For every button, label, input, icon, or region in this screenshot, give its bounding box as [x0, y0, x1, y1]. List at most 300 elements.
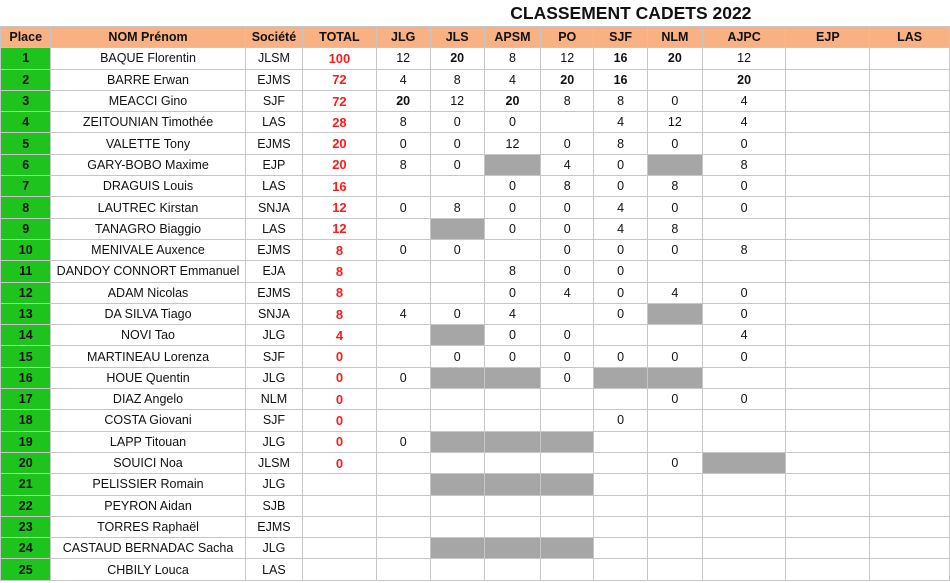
total-cell[interactable]: 12: [303, 197, 376, 218]
score-cell-ejp[interactable]: [786, 452, 870, 473]
club-cell[interactable]: EJP: [245, 154, 303, 175]
score-cell-nlm[interactable]: [648, 495, 703, 516]
score-cell-jls[interactable]: 0: [430, 303, 484, 324]
score-cell-ajpc[interactable]: 0: [702, 282, 786, 303]
score-cell-po[interactable]: [541, 474, 594, 495]
score-cell-nlm[interactable]: 20: [648, 48, 703, 69]
score-cell-ejp[interactable]: [786, 346, 870, 367]
score-cell-jlg[interactable]: [376, 452, 430, 473]
score-cell-jlg[interactable]: [376, 516, 430, 537]
score-cell-po[interactable]: [541, 431, 594, 452]
total-cell[interactable]: 8: [303, 239, 376, 260]
name-cell[interactable]: PELISSIER Romain: [51, 474, 245, 495]
score-cell-ajpc[interactable]: [702, 261, 786, 282]
score-cell-las[interactable]: [870, 452, 950, 473]
total-cell[interactable]: 100: [303, 48, 376, 69]
header-sjf[interactable]: SJF: [594, 27, 648, 48]
score-cell-po[interactable]: 12: [541, 48, 594, 69]
score-cell-las[interactable]: [870, 303, 950, 324]
club-cell[interactable]: JLSM: [245, 452, 303, 473]
name-cell[interactable]: PEYRON Aidan: [51, 495, 245, 516]
score-cell-nlm[interactable]: 0: [648, 346, 703, 367]
score-cell-sjf[interactable]: 4: [594, 197, 648, 218]
name-cell[interactable]: MEACCI Gino: [51, 90, 245, 111]
score-cell-jlg[interactable]: 12: [376, 48, 430, 69]
score-cell-jlg[interactable]: 0: [376, 367, 430, 388]
score-cell-las[interactable]: [870, 410, 950, 431]
score-cell-jlg[interactable]: [376, 538, 430, 559]
place-cell[interactable]: 2: [1, 69, 51, 90]
score-cell-po[interactable]: 0: [541, 346, 594, 367]
score-cell-jls[interactable]: [430, 176, 484, 197]
score-cell-jls[interactable]: [430, 452, 484, 473]
score-cell-po[interactable]: 0: [541, 133, 594, 154]
place-cell[interactable]: 18: [1, 410, 51, 431]
score-cell-jlg[interactable]: 4: [376, 303, 430, 324]
club-cell[interactable]: LAS: [245, 112, 303, 133]
club-cell[interactable]: EJMS: [245, 516, 303, 537]
score-cell-sjf[interactable]: [594, 538, 648, 559]
score-cell-apsm[interactable]: 0: [484, 176, 541, 197]
club-cell[interactable]: SNJA: [245, 197, 303, 218]
score-cell-jls[interactable]: 0: [430, 112, 484, 133]
score-cell-nlm[interactable]: [648, 474, 703, 495]
score-cell-jlg[interactable]: 0: [376, 239, 430, 260]
name-cell[interactable]: COSTA Giovani: [51, 410, 245, 431]
club-cell[interactable]: EJA: [245, 261, 303, 282]
score-cell-nlm[interactable]: [648, 303, 703, 324]
score-cell-nlm[interactable]: 0: [648, 90, 703, 111]
score-cell-jls[interactable]: 12: [430, 90, 484, 111]
score-cell-ejp[interactable]: [786, 431, 870, 452]
score-cell-las[interactable]: [870, 389, 950, 410]
score-cell-sjf[interactable]: [594, 516, 648, 537]
score-cell-jlg[interactable]: 0: [376, 431, 430, 452]
score-cell-sjf[interactable]: 8: [594, 133, 648, 154]
score-cell-ajpc[interactable]: 0: [702, 197, 786, 218]
score-cell-jls[interactable]: [430, 474, 484, 495]
score-cell-po[interactable]: [541, 389, 594, 410]
score-cell-ajpc[interactable]: 4: [702, 112, 786, 133]
club-cell[interactable]: NLM: [245, 389, 303, 410]
score-cell-apsm[interactable]: [484, 367, 541, 388]
header-club[interactable]: Société: [245, 27, 303, 48]
score-cell-apsm[interactable]: [484, 452, 541, 473]
score-cell-jls[interactable]: [430, 367, 484, 388]
score-cell-ejp[interactable]: [786, 154, 870, 175]
score-cell-ajpc[interactable]: [702, 559, 786, 580]
score-cell-po[interactable]: [541, 559, 594, 580]
score-cell-sjf[interactable]: [594, 325, 648, 346]
place-cell[interactable]: 17: [1, 389, 51, 410]
score-cell-po[interactable]: 0: [541, 261, 594, 282]
score-cell-jls[interactable]: [430, 325, 484, 346]
score-cell-las[interactable]: [870, 325, 950, 346]
score-cell-las[interactable]: [870, 112, 950, 133]
score-cell-jlg[interactable]: [376, 410, 430, 431]
score-cell-sjf[interactable]: 16: [594, 48, 648, 69]
score-cell-sjf[interactable]: [594, 431, 648, 452]
total-cell[interactable]: 8: [303, 303, 376, 324]
place-cell[interactable]: 16: [1, 367, 51, 388]
score-cell-ajpc[interactable]: [702, 495, 786, 516]
place-cell[interactable]: 11: [1, 261, 51, 282]
score-cell-apsm[interactable]: [484, 389, 541, 410]
score-cell-nlm[interactable]: [648, 325, 703, 346]
score-cell-las[interactable]: [870, 538, 950, 559]
total-cell[interactable]: 8: [303, 261, 376, 282]
score-cell-jls[interactable]: [430, 282, 484, 303]
score-cell-sjf[interactable]: [594, 367, 648, 388]
score-cell-ajpc[interactable]: 20: [702, 69, 786, 90]
score-cell-jls[interactable]: [430, 410, 484, 431]
score-cell-ajpc[interactable]: 12: [702, 48, 786, 69]
score-cell-jlg[interactable]: [376, 495, 430, 516]
score-cell-jls[interactable]: 20: [430, 48, 484, 69]
score-cell-sjf[interactable]: 16: [594, 69, 648, 90]
name-cell[interactable]: TANAGRO Biaggio: [51, 218, 245, 239]
score-cell-po[interactable]: 0: [541, 325, 594, 346]
name-cell[interactable]: DRAGUIS Louis: [51, 176, 245, 197]
score-cell-ajpc[interactable]: 0: [702, 176, 786, 197]
score-cell-las[interactable]: [870, 154, 950, 175]
score-cell-ejp[interactable]: [786, 282, 870, 303]
score-cell-jls[interactable]: [430, 495, 484, 516]
header-name[interactable]: NOM Prénom: [51, 27, 245, 48]
score-cell-ajpc[interactable]: 0: [702, 303, 786, 324]
score-cell-apsm[interactable]: [484, 239, 541, 260]
score-cell-sjf[interactable]: 0: [594, 239, 648, 260]
score-cell-ajpc[interactable]: [702, 474, 786, 495]
club-cell[interactable]: LAS: [245, 559, 303, 580]
score-cell-ajpc[interactable]: [702, 452, 786, 473]
score-cell-apsm[interactable]: 20: [484, 90, 541, 111]
score-cell-jlg[interactable]: 20: [376, 90, 430, 111]
score-cell-jlg[interactable]: [376, 176, 430, 197]
score-cell-sjf[interactable]: 0: [594, 346, 648, 367]
total-cell[interactable]: 16: [303, 176, 376, 197]
score-cell-ejp[interactable]: [786, 516, 870, 537]
total-cell[interactable]: [303, 474, 376, 495]
score-cell-nlm[interactable]: 0: [648, 452, 703, 473]
place-cell[interactable]: 24: [1, 538, 51, 559]
place-cell[interactable]: 6: [1, 154, 51, 175]
name-cell[interactable]: BARRE Erwan: [51, 69, 245, 90]
place-cell[interactable]: 3: [1, 90, 51, 111]
club-cell[interactable]: JLG: [245, 538, 303, 559]
score-cell-jls[interactable]: [430, 538, 484, 559]
place-cell[interactable]: 15: [1, 346, 51, 367]
score-cell-apsm[interactable]: [484, 538, 541, 559]
club-cell[interactable]: LAS: [245, 218, 303, 239]
total-cell[interactable]: 0: [303, 389, 376, 410]
score-cell-las[interactable]: [870, 48, 950, 69]
score-cell-ajpc[interactable]: 0: [702, 346, 786, 367]
score-cell-sjf[interactable]: [594, 389, 648, 410]
score-cell-las[interactable]: [870, 90, 950, 111]
name-cell[interactable]: DA SILVA Tiago: [51, 303, 245, 324]
name-cell[interactable]: GARY-BOBO Maxime: [51, 154, 245, 175]
score-cell-jlg[interactable]: [376, 325, 430, 346]
name-cell[interactable]: ZEITOUNIAN Timothée: [51, 112, 245, 133]
score-cell-ajpc[interactable]: [702, 538, 786, 559]
score-cell-jlg[interactable]: 4: [376, 69, 430, 90]
score-cell-las[interactable]: [870, 239, 950, 260]
total-cell[interactable]: 0: [303, 346, 376, 367]
score-cell-las[interactable]: [870, 218, 950, 239]
name-cell[interactable]: ADAM Nicolas: [51, 282, 245, 303]
header-ejp[interactable]: EJP: [786, 27, 870, 48]
name-cell[interactable]: DIAZ Angelo: [51, 389, 245, 410]
score-cell-ajpc[interactable]: [702, 516, 786, 537]
score-cell-sjf[interactable]: [594, 452, 648, 473]
score-cell-las[interactable]: [870, 474, 950, 495]
name-cell[interactable]: MENIVALE Auxence: [51, 239, 245, 260]
total-cell[interactable]: 12: [303, 218, 376, 239]
score-cell-po[interactable]: [541, 303, 594, 324]
score-cell-jlg[interactable]: [376, 389, 430, 410]
score-cell-ejp[interactable]: [786, 389, 870, 410]
score-cell-sjf[interactable]: 0: [594, 410, 648, 431]
total-cell[interactable]: 20: [303, 154, 376, 175]
total-cell[interactable]: [303, 495, 376, 516]
place-cell[interactable]: 12: [1, 282, 51, 303]
score-cell-po[interactable]: 0: [541, 218, 594, 239]
score-cell-jls[interactable]: [430, 389, 484, 410]
score-cell-ajpc[interactable]: [702, 367, 786, 388]
club-cell[interactable]: JLG: [245, 431, 303, 452]
score-cell-nlm[interactable]: [648, 410, 703, 431]
score-cell-jls[interactable]: 0: [430, 239, 484, 260]
score-cell-ajpc[interactable]: 8: [702, 239, 786, 260]
score-cell-nlm[interactable]: 0: [648, 389, 703, 410]
score-cell-ejp[interactable]: [786, 410, 870, 431]
score-cell-apsm[interactable]: [484, 559, 541, 580]
score-cell-po[interactable]: [541, 516, 594, 537]
name-cell[interactable]: TORRES Raphaël: [51, 516, 245, 537]
total-cell[interactable]: 28: [303, 112, 376, 133]
club-cell[interactable]: JLG: [245, 474, 303, 495]
club-cell[interactable]: JLG: [245, 367, 303, 388]
score-cell-ejp[interactable]: [786, 367, 870, 388]
score-cell-po[interactable]: [541, 538, 594, 559]
score-cell-jlg[interactable]: 0: [376, 133, 430, 154]
score-cell-ejp[interactable]: [786, 197, 870, 218]
club-cell[interactable]: EJMS: [245, 239, 303, 260]
score-cell-nlm[interactable]: 0: [648, 197, 703, 218]
score-cell-ejp[interactable]: [786, 538, 870, 559]
score-cell-po[interactable]: [541, 112, 594, 133]
score-cell-jls[interactable]: 8: [430, 197, 484, 218]
header-jlg[interactable]: JLG: [376, 27, 430, 48]
score-cell-las[interactable]: [870, 282, 950, 303]
score-cell-las[interactable]: [870, 197, 950, 218]
name-cell[interactable]: DANDOY CONNORT Emmanuel: [51, 261, 245, 282]
score-cell-las[interactable]: [870, 261, 950, 282]
score-cell-nlm[interactable]: [648, 154, 703, 175]
total-cell[interactable]: 72: [303, 90, 376, 111]
header-las[interactable]: LAS: [870, 27, 950, 48]
total-cell[interactable]: 20: [303, 133, 376, 154]
score-cell-ajpc[interactable]: 0: [702, 133, 786, 154]
score-cell-nlm[interactable]: 8: [648, 218, 703, 239]
score-cell-jls[interactable]: [430, 431, 484, 452]
score-cell-apsm[interactable]: 0: [484, 325, 541, 346]
club-cell[interactable]: JLSM: [245, 48, 303, 69]
place-cell[interactable]: 8: [1, 197, 51, 218]
score-cell-jlg[interactable]: [376, 559, 430, 580]
score-cell-jls[interactable]: [430, 516, 484, 537]
header-total[interactable]: TOTAL: [303, 27, 376, 48]
name-cell[interactable]: MARTINEAU Lorenza: [51, 346, 245, 367]
score-cell-apsm[interactable]: 0: [484, 346, 541, 367]
header-jls[interactable]: JLS: [430, 27, 484, 48]
place-cell[interactable]: 14: [1, 325, 51, 346]
score-cell-apsm[interactable]: 4: [484, 303, 541, 324]
score-cell-nlm[interactable]: [648, 431, 703, 452]
total-cell[interactable]: 0: [303, 367, 376, 388]
score-cell-po[interactable]: 0: [541, 239, 594, 260]
score-cell-nlm[interactable]: 12: [648, 112, 703, 133]
name-cell[interactable]: LAPP Titouan: [51, 431, 245, 452]
place-cell[interactable]: 13: [1, 303, 51, 324]
total-cell[interactable]: [303, 538, 376, 559]
score-cell-sjf[interactable]: [594, 495, 648, 516]
score-cell-jls[interactable]: 0: [430, 154, 484, 175]
score-cell-apsm[interactable]: 12: [484, 133, 541, 154]
score-cell-sjf[interactable]: 0: [594, 261, 648, 282]
score-cell-ajpc[interactable]: [702, 431, 786, 452]
score-cell-sjf[interactable]: 4: [594, 218, 648, 239]
name-cell[interactable]: VALETTE Tony: [51, 133, 245, 154]
score-cell-sjf[interactable]: [594, 474, 648, 495]
score-cell-jlg[interactable]: [376, 346, 430, 367]
header-nlm[interactable]: NLM: [648, 27, 703, 48]
club-cell[interactable]: SJB: [245, 495, 303, 516]
name-cell[interactable]: CASTAUD BERNADAC Sacha: [51, 538, 245, 559]
score-cell-nlm[interactable]: 8: [648, 176, 703, 197]
place-cell[interactable]: 9: [1, 218, 51, 239]
name-cell[interactable]: HOUE Quentin: [51, 367, 245, 388]
header-place[interactable]: Place: [1, 27, 51, 48]
name-cell[interactable]: SOUICI Noa: [51, 452, 245, 473]
score-cell-po[interactable]: 4: [541, 154, 594, 175]
club-cell[interactable]: EJMS: [245, 69, 303, 90]
score-cell-nlm[interactable]: [648, 367, 703, 388]
score-cell-las[interactable]: [870, 516, 950, 537]
score-cell-las[interactable]: [870, 559, 950, 580]
score-cell-apsm[interactable]: [484, 154, 541, 175]
score-cell-ejp[interactable]: [786, 239, 870, 260]
score-cell-apsm[interactable]: 0: [484, 282, 541, 303]
score-cell-apsm[interactable]: 8: [484, 261, 541, 282]
place-cell[interactable]: 20: [1, 452, 51, 473]
score-cell-apsm[interactable]: 0: [484, 197, 541, 218]
club-cell[interactable]: SJF: [245, 410, 303, 431]
score-cell-ejp[interactable]: [786, 559, 870, 580]
score-cell-apsm[interactable]: 8: [484, 48, 541, 69]
total-cell[interactable]: 72: [303, 69, 376, 90]
score-cell-nlm[interactable]: 0: [648, 239, 703, 260]
score-cell-sjf[interactable]: [594, 559, 648, 580]
score-cell-nlm[interactable]: 0: [648, 133, 703, 154]
score-cell-apsm[interactable]: [484, 516, 541, 537]
score-cell-ejp[interactable]: [786, 261, 870, 282]
total-cell[interactable]: 4: [303, 325, 376, 346]
place-cell[interactable]: 5: [1, 133, 51, 154]
place-cell[interactable]: 19: [1, 431, 51, 452]
name-cell[interactable]: LAUTREC Kirstan: [51, 197, 245, 218]
score-cell-jls[interactable]: 0: [430, 133, 484, 154]
score-cell-jlg[interactable]: [376, 261, 430, 282]
score-cell-jls[interactable]: [430, 261, 484, 282]
score-cell-ajpc[interactable]: 8: [702, 154, 786, 175]
score-cell-po[interactable]: 0: [541, 367, 594, 388]
club-cell[interactable]: SNJA: [245, 303, 303, 324]
score-cell-apsm[interactable]: [484, 431, 541, 452]
score-cell-jlg[interactable]: 0: [376, 197, 430, 218]
header-apsm[interactable]: APSM: [484, 27, 541, 48]
score-cell-ejp[interactable]: [786, 495, 870, 516]
score-cell-ejp[interactable]: [786, 112, 870, 133]
score-cell-nlm[interactable]: [648, 261, 703, 282]
score-cell-ajpc[interactable]: 0: [702, 389, 786, 410]
score-cell-sjf[interactable]: 0: [594, 154, 648, 175]
score-cell-jlg[interactable]: 8: [376, 112, 430, 133]
score-cell-las[interactable]: [870, 133, 950, 154]
score-cell-po[interactable]: [541, 495, 594, 516]
score-cell-po[interactable]: 0: [541, 197, 594, 218]
total-cell[interactable]: 0: [303, 431, 376, 452]
score-cell-apsm[interactable]: [484, 474, 541, 495]
header-po[interactable]: PO: [541, 27, 594, 48]
score-cell-apsm[interactable]: [484, 410, 541, 431]
score-cell-sjf[interactable]: 0: [594, 176, 648, 197]
score-cell-sjf[interactable]: 0: [594, 303, 648, 324]
score-cell-apsm[interactable]: 4: [484, 69, 541, 90]
name-cell[interactable]: BAQUE Florentin: [51, 48, 245, 69]
name-cell[interactable]: CHBILY Louca: [51, 559, 245, 580]
place-cell[interactable]: 1: [1, 48, 51, 69]
score-cell-jlg[interactable]: [376, 282, 430, 303]
score-cell-nlm[interactable]: [648, 559, 703, 580]
score-cell-apsm[interactable]: [484, 495, 541, 516]
score-cell-las[interactable]: [870, 346, 950, 367]
club-cell[interactable]: EJMS: [245, 282, 303, 303]
score-cell-jls[interactable]: [430, 559, 484, 580]
score-cell-po[interactable]: 20: [541, 69, 594, 90]
score-cell-ejp[interactable]: [786, 69, 870, 90]
score-cell-sjf[interactable]: 4: [594, 112, 648, 133]
score-cell-po[interactable]: [541, 410, 594, 431]
club-cell[interactable]: EJMS: [245, 133, 303, 154]
total-cell[interactable]: [303, 516, 376, 537]
score-cell-po[interactable]: 8: [541, 90, 594, 111]
place-cell[interactable]: 23: [1, 516, 51, 537]
score-cell-ejp[interactable]: [786, 133, 870, 154]
score-cell-las[interactable]: [870, 495, 950, 516]
score-cell-jlg[interactable]: [376, 218, 430, 239]
score-cell-jlg[interactable]: [376, 474, 430, 495]
place-cell[interactable]: 4: [1, 112, 51, 133]
score-cell-sjf[interactable]: 8: [594, 90, 648, 111]
total-cell[interactable]: 8: [303, 282, 376, 303]
club-cell[interactable]: LAS: [245, 176, 303, 197]
club-cell[interactable]: SJF: [245, 90, 303, 111]
total-cell[interactable]: [303, 559, 376, 580]
place-cell[interactable]: 7: [1, 176, 51, 197]
score-cell-ajpc[interactable]: 4: [702, 325, 786, 346]
